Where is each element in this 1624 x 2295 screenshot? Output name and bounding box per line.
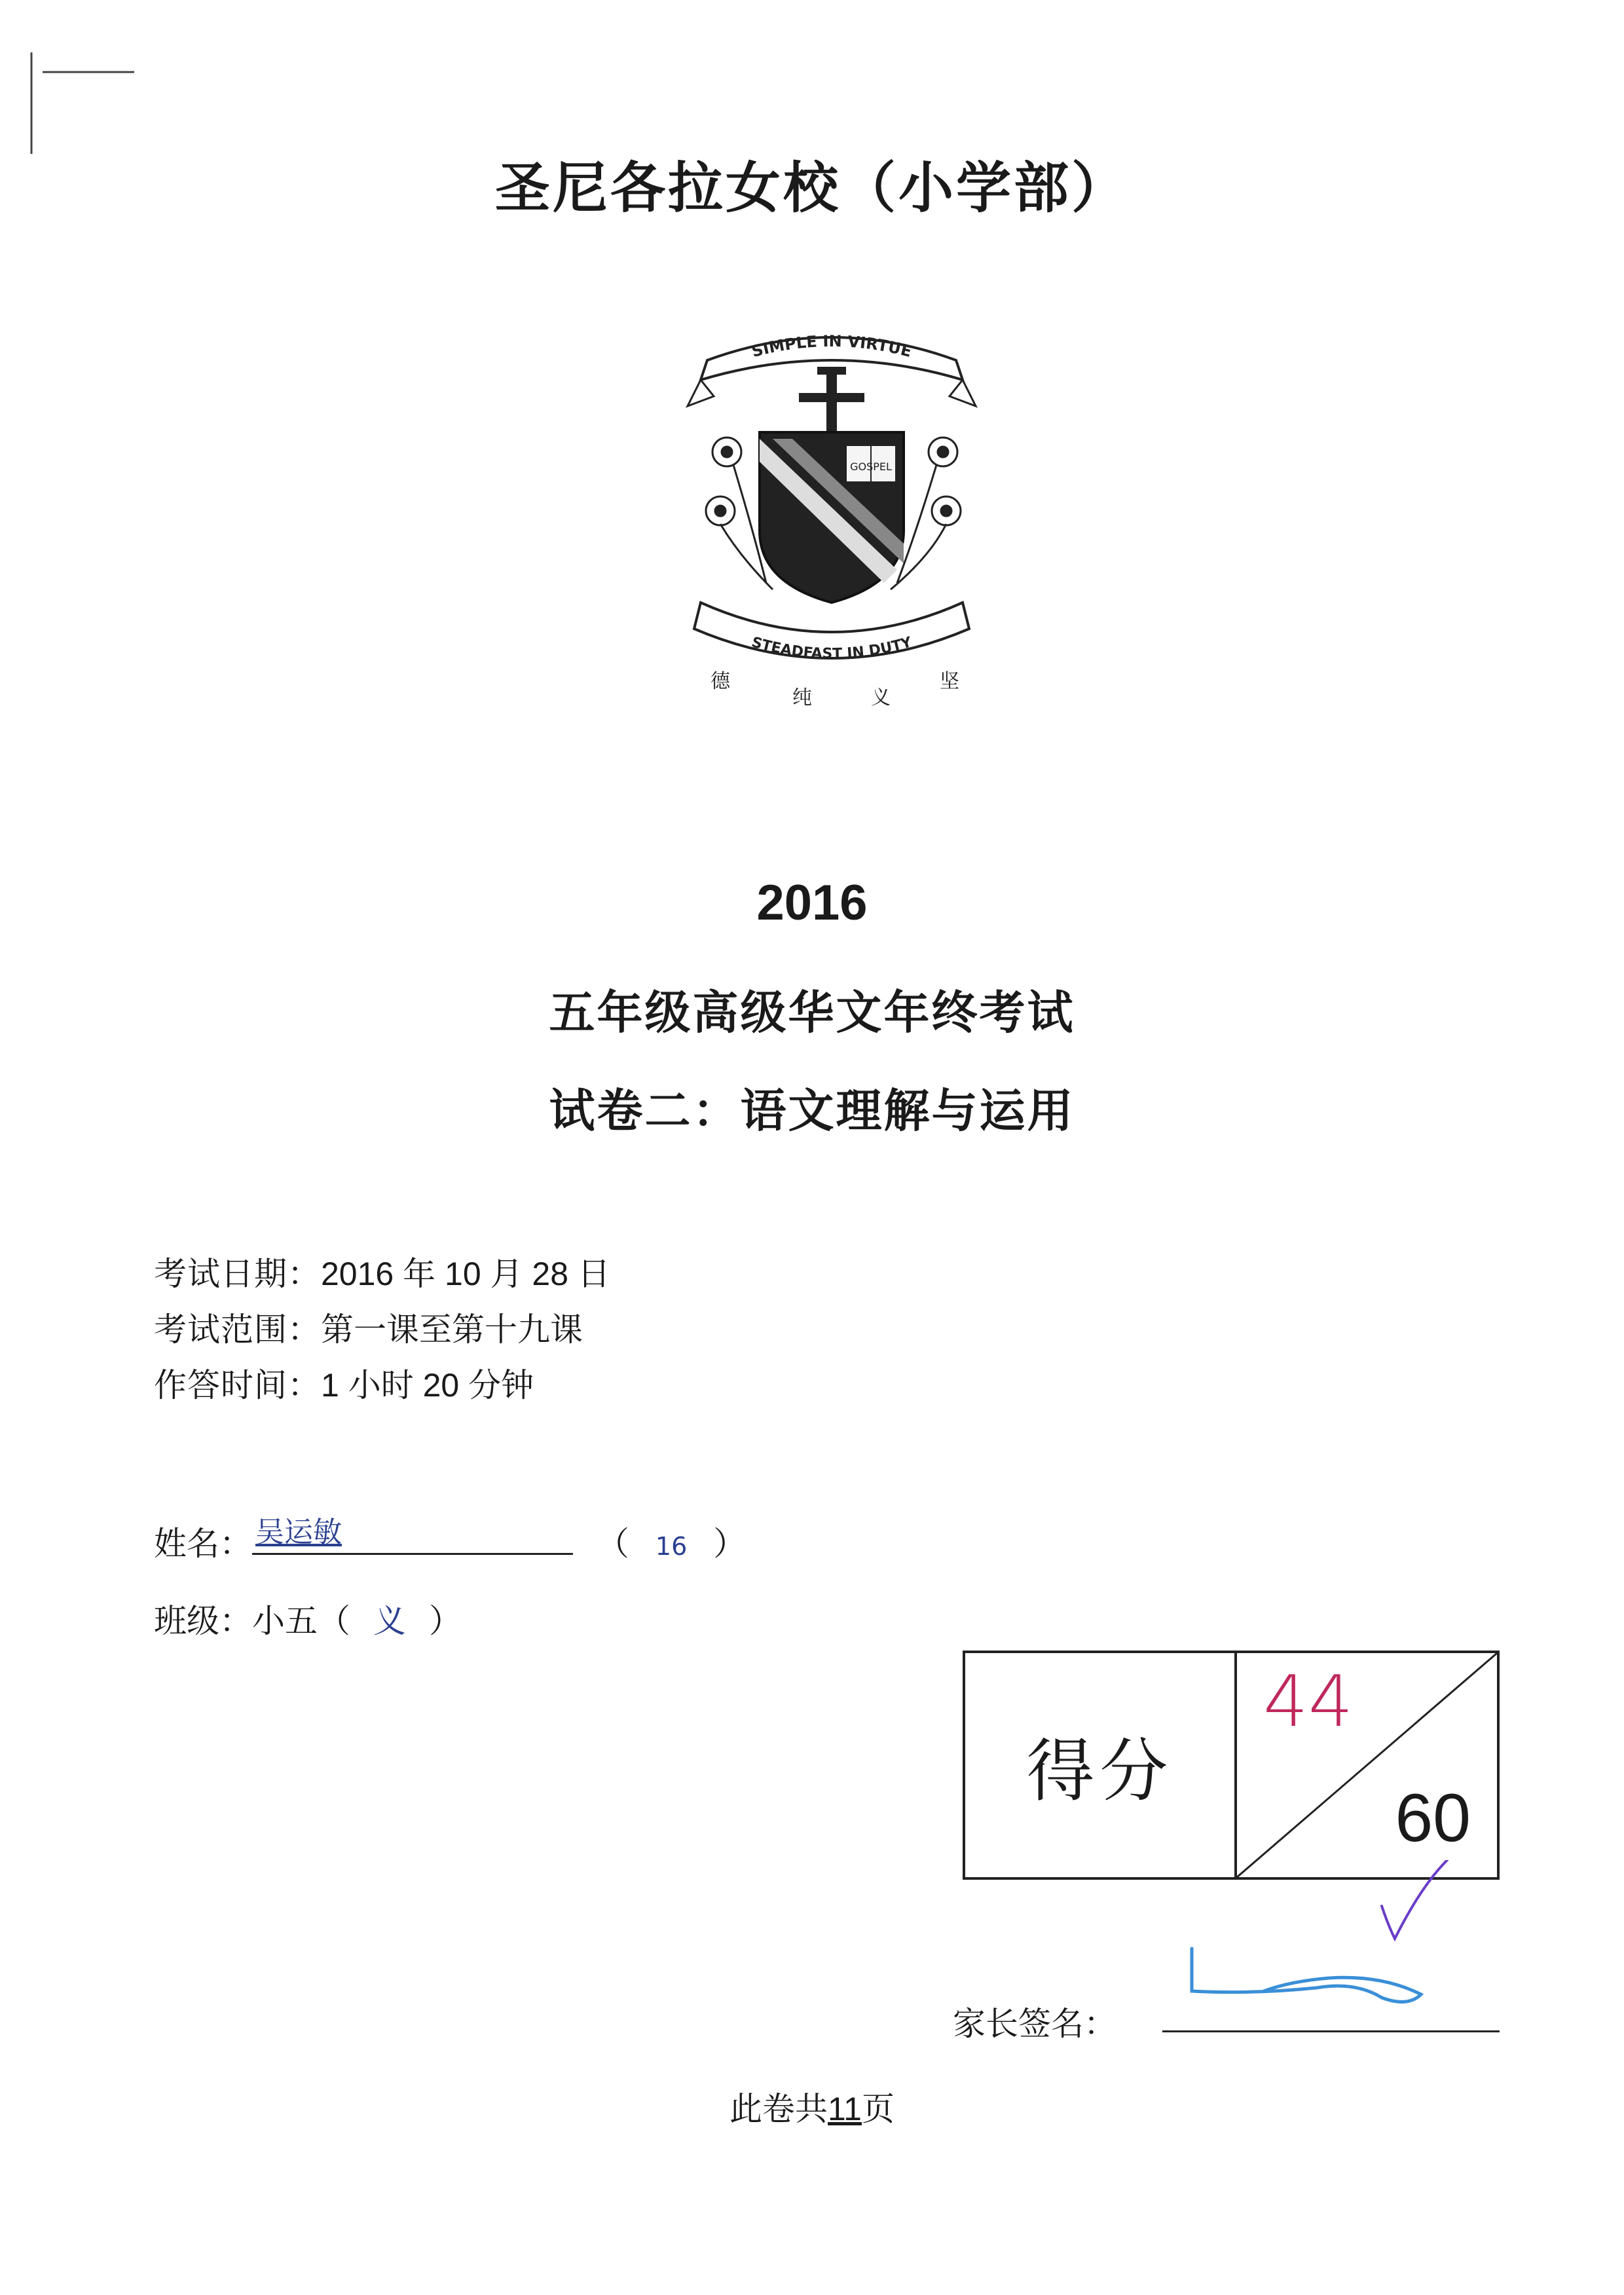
crest-chinese-char-4: 坚 <box>940 670 959 693</box>
score-obtained: 44 <box>1263 1661 1354 1743</box>
student-class-label: 班级： <box>154 1602 252 1640</box>
score-total: 60 <box>1395 1780 1471 1856</box>
student-name-row <box>154 1516 746 1565</box>
page-count-number: 11 <box>828 2091 862 2127</box>
svg-text:STEADFAST IN DUTY <box>750 634 914 662</box>
exam-duration-value: 1 小时 20 分钟 <box>321 1367 534 1404</box>
page-count-suffix: 页 <box>861 2090 895 2128</box>
index-close-paren: ） <box>713 1525 747 1563</box>
exam-paper-title: 试卷二：语文理解与运用 <box>549 1083 1075 1138</box>
exam-scope-value: 第一课至第十九课 <box>321 1311 583 1349</box>
exam-date-label: 考试日期： <box>154 1255 321 1293</box>
school-crest-logo <box>681 321 982 714</box>
student-name-handwritten: 吴运敏 <box>255 1516 342 1549</box>
index-open-paren: （ <box>596 1525 629 1563</box>
page-count-prefix: 此卷共 <box>729 2090 828 2128</box>
student-class-handwritten: 义 <box>373 1602 406 1640</box>
crest-chinese-char-2: 纯 <box>792 686 812 709</box>
student-class-close: ） <box>429 1602 462 1640</box>
svg-text:SIMPLE IN VIRTUE <box>750 332 913 361</box>
student-class-prefix: 小五（ <box>252 1602 350 1640</box>
score-label: 得分 <box>965 1653 1237 1877</box>
exam-scope-label: 考试范围： <box>154 1311 321 1349</box>
parent-signature-label: 家长签名： <box>953 2005 1116 2043</box>
crest-motto-top: SIMPLE IN VIRTUE <box>749 331 914 361</box>
student-class-row <box>154 1595 462 1642</box>
crest-motto-bottom: STEADFAST IN DUTY <box>749 634 914 663</box>
exam-duration-line <box>154 1359 534 1406</box>
student-name-label: 姓名： <box>154 1525 252 1563</box>
tick-mark-icon <box>1369 1860 1454 1945</box>
school-name: 圣尼各拉女校（小学部） <box>494 155 1129 220</box>
score-cell <box>1237 1653 1497 1877</box>
parent-signature-drawing <box>1185 1942 1428 2021</box>
corner-registration-mark <box>26 46 138 157</box>
parent-signature-line[interactable] <box>1162 2030 1500 2032</box>
crest-chinese-char-3: 义 <box>871 686 891 709</box>
page-count <box>0 2083 1624 2130</box>
crest-book-text: GOSPEL <box>850 460 892 473</box>
student-index-handwritten: 16 <box>655 1532 688 1561</box>
exam-date-line <box>154 1248 610 1295</box>
crest-chinese-char-1: 德 <box>710 670 730 693</box>
exam-title: 五年级高级华文年终考试 <box>549 985 1075 1039</box>
exam-scope-line <box>154 1303 583 1351</box>
student-name-field[interactable] <box>252 1516 573 1555</box>
score-box <box>963 1651 1500 1880</box>
exam-duration-label: 作答时间： <box>154 1366 321 1404</box>
exam-date-value: 2016 年 10 月 28 日 <box>321 1256 610 1292</box>
exam-year: 2016 <box>756 875 868 931</box>
